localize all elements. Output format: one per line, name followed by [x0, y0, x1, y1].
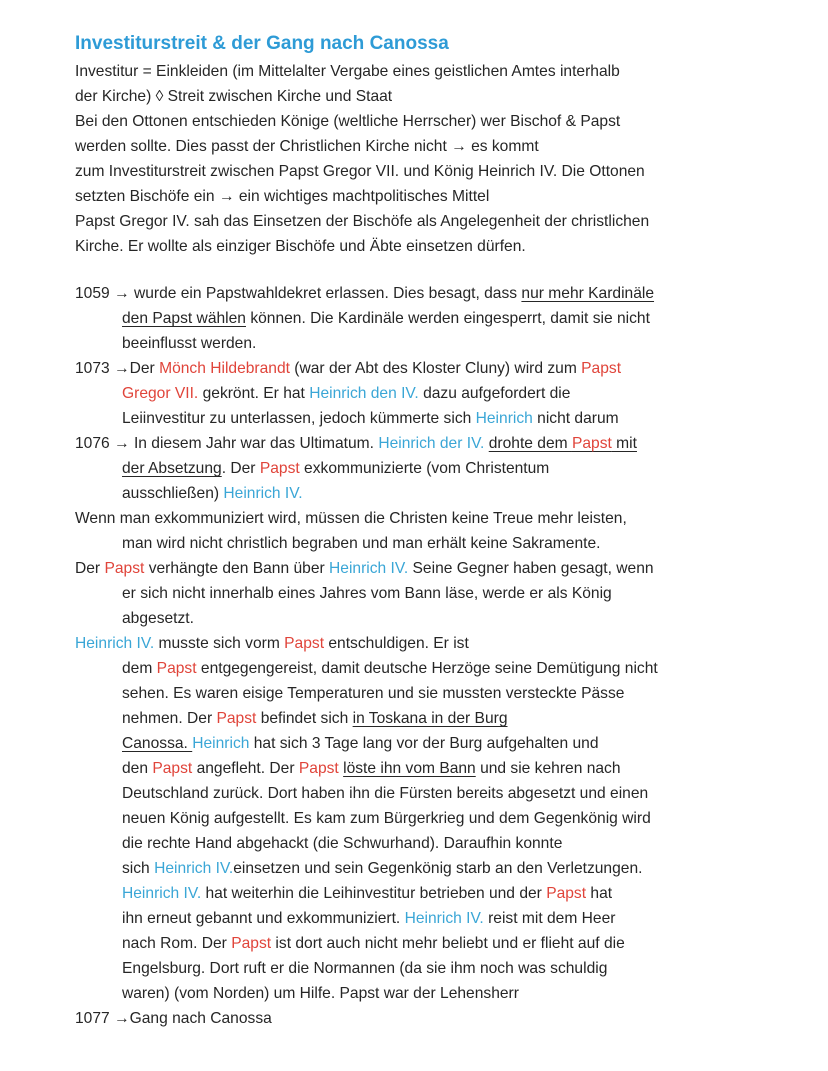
intro-paragraph — [75, 59, 768, 259]
entry-1076 — [75, 431, 768, 506]
entry-text: entgegengereist, damit deutsche Herzöge seine Demütigung nicht — [196, 660, 658, 677]
entry-text: Der — [75, 560, 105, 577]
underlined-text — [489, 435, 637, 452]
heinrich-highlight: Heinrich IV. — [154, 860, 234, 877]
entry-text: Leiinvestitur zu unterlassen, jedoch kümmerte sich — [122, 410, 476, 427]
entry-text: neuen König aufgestellt. Es kam zum Bürgerkrieg und dem Gegenkönig wird — [122, 810, 651, 827]
intro-line: Investitur = Einkleiden (im Mittelalter Vergabe eines geistlichen Amtes interhalb — [75, 63, 620, 80]
entry-text: angefleht. Der — [192, 760, 299, 777]
entry-text: nach Rom. Der — [122, 935, 232, 952]
underlined-text: löste ihn vom Bann — [343, 760, 476, 777]
heinrich-highlight: Heinrich IV. — [404, 910, 484, 927]
entry-text: nicht darum — [532, 410, 619, 427]
entry-text: dazu aufgefordert die — [418, 385, 571, 402]
entry-text: die rechte Hand abgehackt (die Schwurhand). Daraufhin konnte — [122, 835, 563, 852]
underlined-text: in Toskana in der Burg — [352, 710, 508, 727]
papst-highlight: Papst — [581, 360, 622, 377]
underlined-text: den Papst wählen — [122, 310, 246, 327]
entry-text: hat sich 3 Tage lang vor der Burg aufgehalten und — [249, 735, 599, 752]
underlined-text: der Absetzung — [122, 460, 222, 477]
spacer — [75, 259, 768, 281]
entry-text: entschuldigen. Er ist — [324, 635, 469, 652]
entry-text: und sie kehren nach — [475, 760, 621, 777]
entry-text: (war der Abt des Kloster Cluny) wird zum — [289, 360, 582, 377]
papst-highlight: Papst — [156, 660, 197, 677]
entry-text: 1073 →Der — [75, 360, 160, 377]
entry-text: hat weiterhin die Leihinvestitur betrieben und der — [201, 885, 547, 902]
heinrich-highlight: Heinrich IV. — [122, 885, 202, 902]
entry-text: musste sich vorm — [154, 635, 285, 652]
entry-text: beeinflusst werden. — [122, 335, 257, 352]
papst-highlight: Papst — [284, 635, 325, 652]
papst-highlight: Papst — [298, 760, 339, 777]
entry-text: reist mit dem Heer — [483, 910, 616, 927]
heinrich-highlight: Heinrich IV. — [223, 485, 303, 502]
excommunication-note — [75, 506, 768, 556]
entry-text: ihn erneut gebannt und exkommuniziert. — [122, 910, 405, 927]
intro-line: Bei den Ottonen entschieden Könige (weltliche Herrscher) wer Bischof & Papst — [75, 113, 621, 130]
papst-highlight: Papst — [152, 760, 193, 777]
intro-line: Papst Gregor IV. sah das Einsetzen der Bischöfe als Angelegenheit der christlichen — [75, 213, 650, 230]
heinrich-highlight: Heinrich IV. — [75, 635, 155, 652]
entry-1077: 1077 →Gang nach Canossa — [75, 1010, 272, 1027]
entry-text: waren) (vom Norden) um Hilfe. Papst war der Lehensherr — [122, 985, 519, 1002]
papst-highlight: Papst — [571, 435, 612, 452]
intro-line: zum Investiturstreit zwischen Papst Gregor VII. und König Heinrich IV. Die Ottonen — [75, 163, 645, 180]
papst-highlight: Papst — [104, 560, 145, 577]
entry-text: hat — [586, 885, 613, 902]
intro-line: der Kirche) ◊ Streit zwischen Kirche und Staat — [75, 88, 393, 105]
underlined-text: nur mehr Kardinäle — [521, 285, 655, 302]
papst-highlight: Papst — [259, 460, 300, 477]
papst-highlight: Papst — [546, 885, 587, 902]
heinrich-highlight: Heinrich — [475, 410, 533, 427]
papst-highlight: Papst — [216, 710, 257, 727]
entry-1073 — [75, 356, 768, 431]
entry-text: dem — [122, 660, 157, 677]
papst-highlight: Papst — [231, 935, 272, 952]
name-highlight: Mönch Hildebrandt — [159, 360, 290, 377]
heinrich-highlight: Heinrich IV. — [329, 560, 409, 577]
entry-text: 1076 → In diesem Jahr war das Ultimatum. — [75, 435, 379, 452]
entry-text: . Der — [221, 460, 260, 477]
entry-text: nehmen. Der — [122, 710, 217, 727]
entry-1059 — [75, 281, 768, 356]
bann-paragraph — [75, 556, 768, 631]
entry-text: exkommunizierte (vom Christentum — [299, 460, 550, 477]
page-title: Investiturstreit & der Gang nach Canossa — [75, 33, 449, 54]
entry-text: drohte dem — [488, 435, 572, 452]
entry-text: Wenn man exkommuniziert wird, müssen die Christen keine Treue mehr leisten, — [75, 510, 627, 527]
intro-line: werden sollte. Dies passt der Christlichen Kirche nicht → es kommt — [75, 138, 539, 155]
entry-text: abgesetzt. — [122, 610, 194, 627]
entry-text: Deutschland zurück. Dort haben ihn die Fürsten bereits abgesetzt und einen — [122, 785, 649, 802]
intro-line: Kirche. Er wollte als einziger Bischöfe und Äbte einsetzen dürfen. — [75, 238, 526, 255]
intro-line: setzten Bischöfe ein → ein wichtiges machtpolitisches Mittel — [75, 188, 490, 205]
entry-text: verhängte den Bann über — [144, 560, 330, 577]
underlined-text: Canossa. — [122, 735, 193, 752]
entry-text: sich — [122, 860, 155, 877]
heinrich-highlight: Heinrich den IV. — [309, 385, 419, 402]
entry-text: ausschließen) — [122, 485, 224, 502]
heinrich-highlight: Heinrich — [192, 735, 250, 752]
entry-text: sehen. Es waren eisige Temperaturen und sie mussten versteckte Pässe — [122, 685, 625, 702]
canossa-paragraph — [75, 631, 768, 1006]
heinrich-highlight: Heinrich der IV. — [378, 435, 485, 452]
entry-text: mit — [611, 435, 637, 452]
entry-text: ist dort auch nicht mehr beliebt und er flieht auf die — [271, 935, 625, 952]
entry-text: Engelsburg. Dort ruft er die Normannen (da sie ihm noch was schuldig — [122, 960, 608, 977]
entry-text: er sich nicht innerhalb eines Jahres vom Bann läse, werde er als König — [122, 585, 612, 602]
entry-text: 1059 → wurde ein Papstwahldekret erlassen. Dies besagt, dass — [75, 285, 522, 302]
entry-text: befindet sich — [256, 710, 353, 727]
entry-text: gekrönt. Er hat — [198, 385, 310, 402]
name-highlight: Gregor VII. — [122, 385, 199, 402]
entry-text: können. Die Kardinäle werden eingesperrt, damit sie nicht — [245, 310, 650, 327]
entry-text: einsetzen und sein Gegenkönig starb an den Verletzungen. — [233, 860, 643, 877]
entry-text: Seine Gegner haben gesagt, wenn — [408, 560, 654, 577]
entry-text: den — [122, 760, 153, 777]
entry-text: man wird nicht christlich begraben und man erhält keine Sakramente. — [122, 535, 601, 552]
